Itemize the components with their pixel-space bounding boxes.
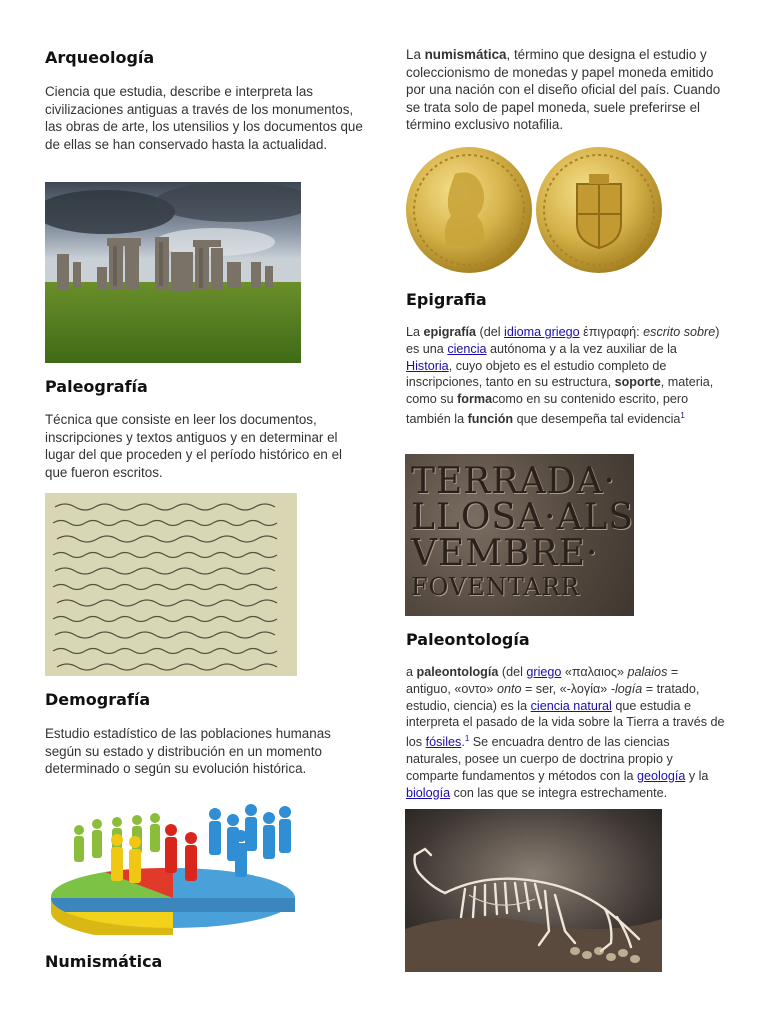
footnote-link[interactable]: 1 — [464, 734, 470, 744]
link-ciencia-natural[interactable]: ciencia natural — [530, 698, 612, 713]
paleo-t8: Se encuadra dentro de las ciencias naturales, posee un cuerpo de doctrina propio y comparte fundamentos y métodos con la — [406, 735, 673, 783]
link-geologia[interactable]: geología — [637, 768, 686, 783]
paleo-t4: = antiguo, «οντο» — [406, 665, 679, 696]
inscription-line-2: LLOSA·ALS — [411, 497, 634, 538]
epigrafia-t8: como en su contenido escrito, pero también la — [406, 392, 689, 427]
manuscript-image — [45, 493, 297, 676]
arqueologia-title: Arqueología — [45, 48, 155, 67]
numismatica-text-pre: La — [406, 47, 425, 62]
link-biologia[interactable]: biología — [406, 785, 451, 800]
epigrafia-t4: ) es una — [406, 325, 720, 356]
inscription-image — [405, 454, 634, 616]
paleo-t2: (del — [498, 665, 527, 679]
epigrafia-t7: , materia, como su — [406, 375, 714, 407]
paleo-t9: y la — [685, 768, 709, 783]
epigrafia-b3: forma — [457, 392, 493, 407]
footnote-link[interactable]: 1 — [680, 410, 685, 420]
link-idioma-griego[interactable]: idioma griego — [504, 325, 580, 339]
epigrafia-t6: , cuyo objeto es el estudio completo de inscripciones, tanto en su estructura, — [406, 358, 667, 390]
inscription-line-1: TERRADA· — [411, 461, 616, 502]
population-chart-image — [45, 800, 303, 935]
paleontologia-title: Paleontología — [406, 630, 530, 649]
paleontologia-text: a paleontología (del griego «παλαιος» palaios = antiguo, «οντο» onto = ser, «-λογία» -logía = tratado, estudio, ciencia) es la ciencia natural que estudia e interpreta el pasado de la vida sobre la Tierra a través de los fósiles.$^1$ Se encuadra dentro de las ciencias naturales, posee un cuerpo de doctrina propio y comparte fundamentos y métodos con la geología y la biología con las que se integra estrechamente. — [406, 665, 725, 800]
paleo-t1: a — [406, 665, 417, 679]
epigrafia-b2: soporte — [614, 375, 661, 390]
epigrafia-t9: que desempeña tal evidencia — [513, 412, 681, 427]
numismatica-term: numismática — [424, 47, 507, 62]
link-griego[interactable]: griego — [526, 665, 562, 679]
paleo-i1: palaios — [627, 665, 668, 679]
link-fosiles[interactable]: fósiles — [425, 735, 462, 750]
paleografia-text: Técnica que consiste en leer los documentos, inscripciones y textos antiguos y en determinar el lugar del que proceden y el período histórico en el que fueron escritos. — [45, 412, 343, 480]
link-ciencia[interactable]: ciencia — [447, 341, 487, 356]
epigrafia-title: Epigrafia — [406, 290, 487, 309]
demografia-title: Demografía — [45, 690, 151, 709]
arqueologia-text: Ciencia que estudia, describe e interpreta las civilizaciones antiguas a través de los monumentos, las obras de arte, los utensilios y los documentos que de ellas se han conservado hasta la actualidad. — [45, 84, 363, 152]
epigrafia-term: epigrafía — [423, 325, 477, 339]
paleo-t5: = ser, «-λογία» — [521, 681, 611, 696]
inscription-line-3: VEMBRE· — [411, 533, 599, 574]
inscription-line-4: FOVENTARR — [411, 573, 580, 601]
paleo-term: paleontología — [416, 665, 499, 679]
coins-image — [405, 144, 663, 276]
paleo-i2: onto — [496, 681, 522, 696]
epigrafia-text — [406, 324, 726, 428]
epigrafia-t2: (del — [476, 325, 505, 339]
epigrafia-i1: escrito sobre — [643, 325, 716, 339]
epigrafia-b4: función — [467, 412, 514, 427]
demografia-text: Estudio estadístico de las poblaciones humanas según su estado y distribución en un momento determinado o según su evolución histórica. — [45, 726, 331, 777]
paleo-t6: = tratado, estudio, ciencia) es la — [406, 681, 700, 713]
epigrafia-t1: La — [406, 325, 424, 339]
link-historia[interactable]: Historia — [406, 358, 449, 373]
paleo-t7: que estudia e interpreta el pasado de la vida sobre la Tierra a través de los — [406, 698, 725, 750]
paleo-t10: con las que se integra estrechamente. — [450, 785, 668, 800]
dinosaur-skeleton-image — [405, 809, 662, 972]
stonehenge-image — [45, 182, 301, 363]
epigrafia-t3: ἐπιγραφή: — [579, 325, 644, 339]
paleografia-title: Paleografía — [45, 377, 148, 396]
numismatica-text-post: , término que designa el estudio y coleccionismo de monedas y papel moneda emitido por una nación con el diseño oficial del país. Cuando se trata solo de papel moneda, suele preferirse el término exclusivo notafilia. — [406, 47, 721, 133]
paleo-t3: «παλαιος» — [561, 665, 628, 679]
numismatica-text — [406, 46, 726, 134]
numismatica-title: Numismática — [45, 952, 163, 971]
epigrafia-t5: autónoma y a la vez auxiliar de la — [486, 341, 677, 356]
paleo-i3: -logía — [610, 681, 643, 696]
